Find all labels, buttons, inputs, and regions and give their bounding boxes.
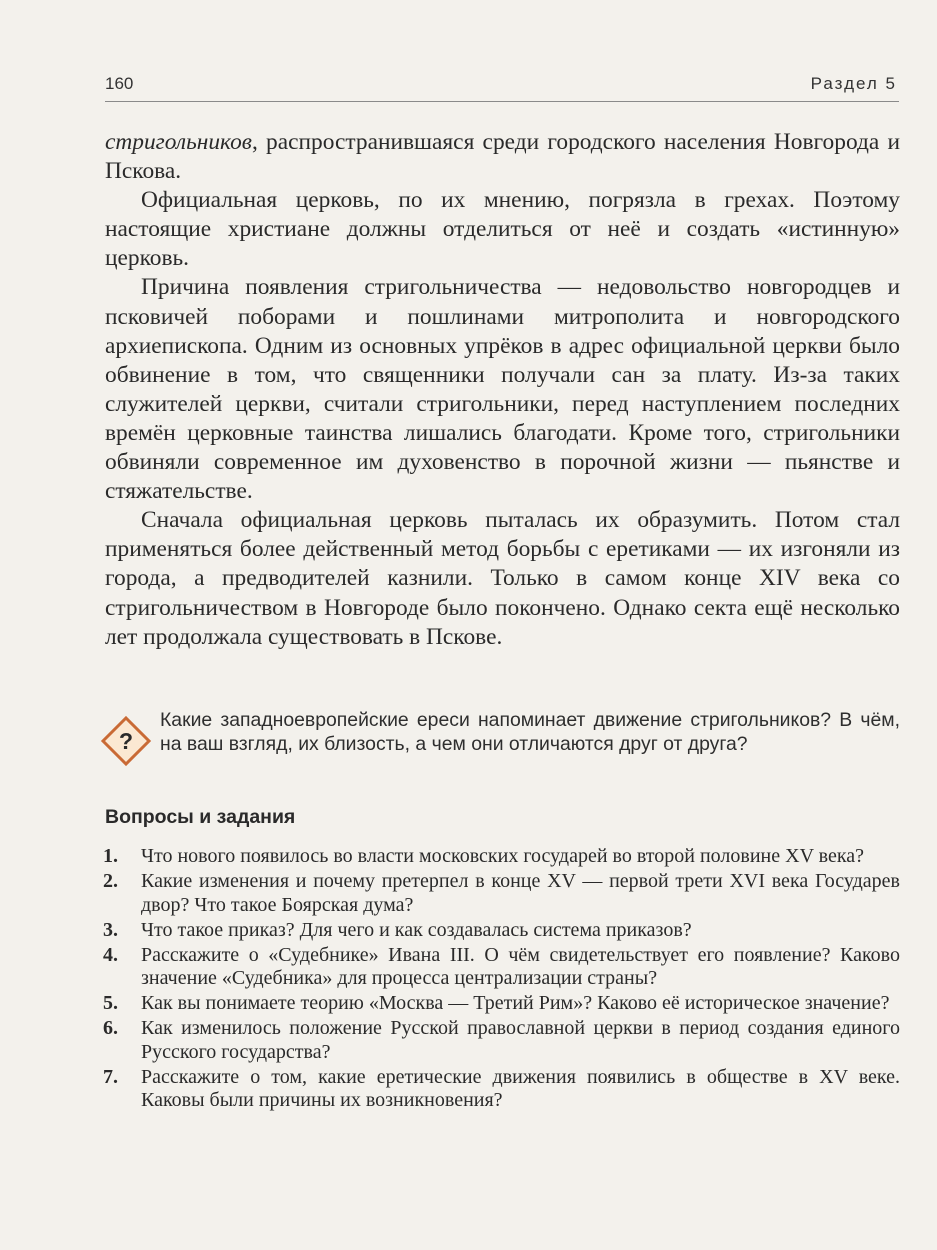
header-divider	[105, 101, 899, 102]
task-text: Какие изменения и почему претерпел в конце XV — первой трети XVI века Государев двор? Что такое Боярская дума?	[141, 869, 900, 916]
task-number: 4.	[103, 943, 118, 966]
task-text: Что нового появилось во власти московских государей во второй половине XV века?	[141, 845, 865, 867]
task-text: Как изменилось положение Русской православной церкви в период создания единого Русского государства?	[141, 1017, 900, 1063]
task-number: 5.	[103, 992, 118, 1015]
task-text: Расскажите о «Судебнике» Ивана III. О чём свидетельствует его появление? Каково значение «Судебника» для процесса централизации страны?	[141, 943, 900, 990]
task-text: Что такое приказ? Для чего и как создавалась система приказов?	[141, 918, 692, 941]
task-item	[103, 944, 900, 991]
task-item	[103, 870, 900, 917]
task-item	[103, 992, 900, 1016]
tasks-list	[103, 845, 900, 1114]
tasks-heading: Вопросы и задания	[105, 806, 296, 828]
main-text	[105, 128, 900, 652]
paragraph-3: Причина появления стригольничества — недовольство новгородцев и псковичей поборами и пошлинами митрополита и новгородского архиепископа. Одним из основных упрёков в адрес официальной церкви было обвинение в том, что священники получали сан за плату. Из-за таких служителей церкви, считали стригольники, перед наступлением последних времён церковные таинства лишались благодати. Кроме того, стригольники обвиняли современное им духовенство в порочной жизни — пьянстве и стяжательстве.	[105, 274, 900, 505]
task-item	[103, 1066, 900, 1113]
task-text: Расскажите о том, какие еретические движения появились в обществе в XV веке. Каковы были причины их возникновения?	[141, 1065, 900, 1112]
task-item	[103, 845, 900, 869]
task-item	[103, 1017, 900, 1064]
paragraph-1: стригольников, распространившаяся среди городского населения Новгорода и Пскова.	[105, 129, 900, 185]
paragraph-4: Сначала официальная церковь пыталась их образумить. Потом стал применяться более действенный метод борьбы с еретиками — их изгоняли из города, а предводителей казнили. Только в самом конце XIV века со стригольничеством в Новгороде было покончено. Однако секта ещё несколько лет продолжала существовать в Пскове.	[105, 507, 900, 650]
page-number: 160	[105, 74, 134, 93]
paragraph-2: Официальная церковь, по их мнению, погрязла в грехах. Поэтому настоящие христиане должны отделиться от неё и создать «истинную» церковь.	[105, 187, 900, 272]
term-strigolniki: стригольников	[105, 129, 252, 155]
section-label: Раздел 5	[810, 74, 897, 93]
task-item	[103, 919, 900, 943]
task-number: 2.	[103, 869, 118, 892]
task-number: 1.	[103, 845, 118, 867]
task-number: 6.	[103, 1017, 118, 1040]
page-header	[105, 74, 897, 100]
question-symbol: ?	[118, 728, 134, 754]
reflection-question	[100, 709, 900, 789]
question-diamond-icon	[100, 715, 152, 767]
task-text: Как вы понимаете теорию «Москва — Третий Рим»? Каково её историческое значение?	[141, 992, 890, 1015]
task-number: 7.	[103, 1065, 118, 1088]
question-text: Какие западноевропейские ереси напоминает движение стригольников? В чём, на ваш взгляд, их близость, а чем они отличаются друг от друга?	[160, 709, 900, 755]
task-number: 3.	[103, 918, 118, 941]
